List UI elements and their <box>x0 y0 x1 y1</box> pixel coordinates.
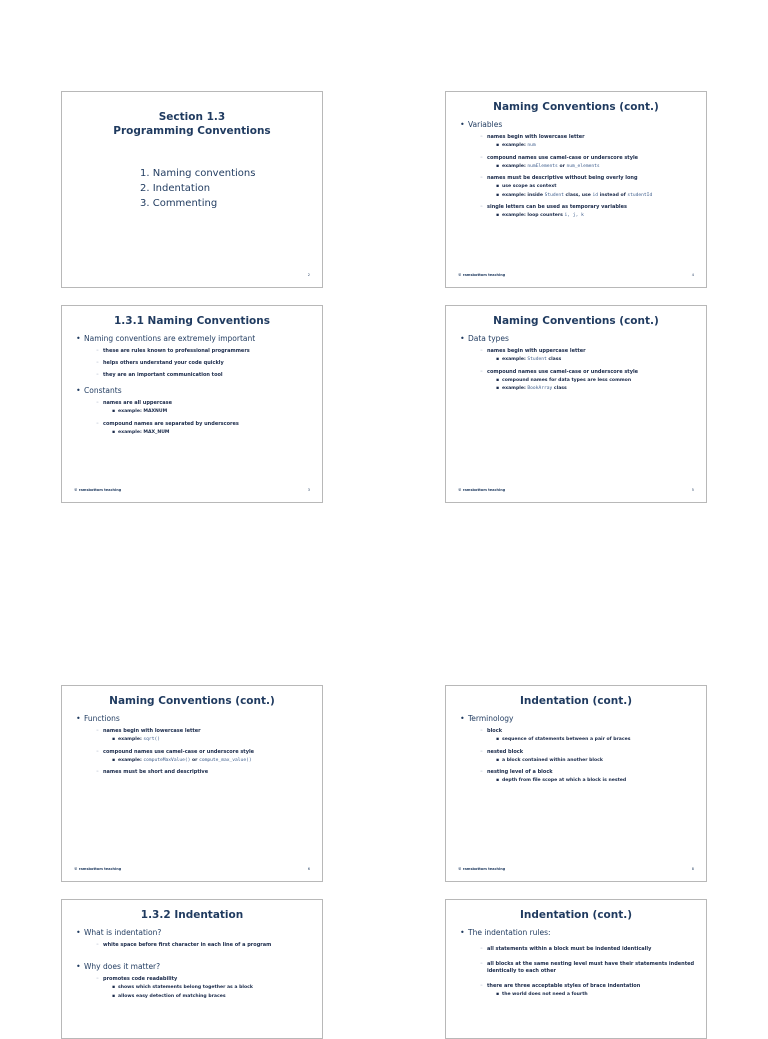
list-item: ◦ all statements within a block must be indented identically <box>480 946 698 953</box>
bullet-list <box>446 927 706 999</box>
bullet-text: example: <box>502 163 526 169</box>
list-item <box>96 400 314 416</box>
bullet-text: example: inside <box>502 192 543 198</box>
slide-footer: © ramsbottom teaching <box>458 867 506 871</box>
bullet-text: Why does it matter? <box>84 962 161 971</box>
bullet-text: Variables <box>468 120 503 129</box>
list-item <box>76 713 314 776</box>
bullet-list <box>62 713 322 776</box>
list-item: ▪ example: MAX_NUM <box>112 430 314 437</box>
code-text: num_elements <box>566 163 600 169</box>
code-text: BookArray <box>527 386 553 391</box>
bullet-text: example: <box>502 143 526 148</box>
bullet-text: Naming conventions are extremely important <box>84 334 256 343</box>
slide-title: Naming Conventions (cont.) <box>109 695 275 707</box>
list-item: ▪ shows which statements belong together as a block <box>112 985 314 992</box>
bullet-text: Functions <box>84 714 120 723</box>
bullet-text: example: <box>118 757 142 763</box>
slide-footer: © ramsbottom teaching <box>74 488 122 492</box>
list-item: 1. Naming conventions <box>140 168 256 179</box>
list-item: 3. Commenting <box>140 198 218 209</box>
slide-title: 1.3.1 Naming Conventions <box>113 315 270 327</box>
code-text: id <box>592 192 599 198</box>
code-text: sqrt() <box>143 737 160 742</box>
list-item <box>480 155 698 171</box>
slide-title <box>62 110 322 138</box>
slide-indentation-rules <box>445 899 707 1039</box>
bullet-text: example: <box>502 386 526 391</box>
bullet-text: compound names use camel-case or underscore style <box>487 154 639 161</box>
code-text: computeMaxValue() <box>143 757 191 763</box>
list-item <box>480 728 698 744</box>
bullet-text: The indentation rules: <box>468 928 551 937</box>
bullet-text: names must be descriptive without being overly long <box>487 175 638 181</box>
bullet-list <box>446 333 706 393</box>
slide-functions <box>61 685 323 882</box>
list-item <box>480 134 698 150</box>
list-item <box>496 193 698 200</box>
list-item <box>480 348 698 364</box>
code-text: num <box>527 143 536 148</box>
code-text: Student <box>544 192 564 198</box>
list-item: 2. Indentation <box>140 183 211 194</box>
list-item <box>76 927 314 949</box>
list-item: ▪ sequence of statements between a pair of braces <box>496 737 698 744</box>
page-number: 2 <box>307 273 310 277</box>
bullet-text: use scope as context <box>502 184 557 189</box>
list-item <box>460 927 698 999</box>
list-item <box>496 213 698 220</box>
list-item <box>96 749 314 765</box>
bullet-text: example: <box>502 357 526 362</box>
code-text: i, j, k <box>564 213 584 218</box>
bullet-text: example: loop counters <box>502 213 563 218</box>
slide-data-types <box>445 305 707 503</box>
bullet-text: names begin with lowercase letter <box>103 728 201 734</box>
list-item <box>460 119 698 220</box>
list-item <box>480 749 698 765</box>
list-item <box>460 713 698 785</box>
bullet-list <box>446 119 706 220</box>
bullet-text: names are all uppercase <box>103 400 173 406</box>
list-item <box>480 204 698 220</box>
page-number: 6 <box>307 867 310 871</box>
list-item: ◦ these are rules known to professional programmers <box>96 348 314 355</box>
list-item <box>480 983 698 999</box>
code-text: studentId <box>627 192 653 198</box>
list-item <box>480 369 698 393</box>
bullet-text: What is indentation? <box>84 928 162 937</box>
slide-footer: © ramsbottom teaching <box>458 273 506 277</box>
bullet-text: instead of <box>599 192 626 198</box>
bullet-text: names begin with lowercase letter <box>487 134 585 140</box>
list-item: ◦ white space before first character in each line of a program <box>96 942 314 949</box>
bullet-text: nested block <box>487 748 524 755</box>
title-line: Section 1.3 <box>158 111 226 123</box>
slide-section-cover <box>61 91 323 288</box>
list-item <box>496 184 698 191</box>
list-item <box>496 164 698 171</box>
bullet-text: class <box>548 357 562 362</box>
bullet-text: nesting level of a block <box>487 769 553 775</box>
bullet-text: Constants <box>84 386 122 395</box>
list-item <box>76 385 314 436</box>
slide-title: Indentation (cont.) <box>519 909 633 921</box>
bullet-text: compound names are separated by underscores <box>103 420 239 427</box>
list-item: ▪ the world does not need a fourth <box>496 992 698 999</box>
bullet-text: Data types <box>468 334 509 343</box>
bullet-text: promotes code readability <box>103 976 178 982</box>
bullet-list <box>446 713 706 785</box>
code-text: Student <box>527 357 547 362</box>
bullet-list <box>62 333 322 436</box>
code-text: numElements <box>527 163 558 169</box>
title-line: Programming Conventions <box>113 125 271 137</box>
list-item: ▪ depth from file scope at which a block is nested <box>496 778 698 785</box>
page-number: 5 <box>691 488 694 492</box>
bullet-text: there are three acceptable styles of brace indentation <box>487 983 641 989</box>
slide-title: Indentation (cont.) <box>519 695 633 707</box>
bullet-text: compound names use camel-case or underscore style <box>487 368 639 375</box>
list-item <box>496 143 698 150</box>
list-item <box>480 175 698 199</box>
slide-footer: © ramsbottom teaching <box>458 488 506 492</box>
list-item <box>496 386 698 393</box>
code-text: compute_max_value() <box>199 757 252 763</box>
topic-list <box>140 166 322 211</box>
bullet-text: or <box>192 757 198 763</box>
list-item <box>112 737 314 744</box>
bullet-list <box>62 927 322 1000</box>
page-number: 4 <box>691 273 694 277</box>
bullet-text: example: <box>118 737 142 742</box>
list-item <box>76 961 314 1000</box>
slide-indentation-terminology <box>445 685 707 882</box>
bullet-text: single letters can be used as temporary variables <box>487 204 627 210</box>
list-item <box>96 728 314 744</box>
slide-title: Naming Conventions (cont.) <box>493 315 659 327</box>
bullet-text: compound names use camel-case or underscore style <box>103 748 255 755</box>
bullet-text: names begin with uppercase letter <box>487 348 586 354</box>
list-item: ◦ all blocks at the same nesting level must have their statements indented identically to each other <box>480 961 698 975</box>
slide-naming-conventions <box>61 305 323 503</box>
list-item: ▪ a block contained within another block <box>496 758 698 765</box>
list-item <box>496 357 698 364</box>
list-item <box>76 333 314 379</box>
slide-title: Naming Conventions (cont.) <box>493 101 659 113</box>
bullet-text: class, use <box>565 192 591 198</box>
page-number: 3 <box>307 488 310 492</box>
list-item <box>112 758 314 765</box>
list-item <box>96 976 314 1000</box>
slide-footer: © ramsbottom teaching <box>74 867 122 871</box>
slide-variables <box>445 91 707 288</box>
list-item: ▪ example: MAXNUM <box>112 409 314 416</box>
slide-title: 1.3.2 Indentation <box>140 909 244 921</box>
list-item: ◦ helps others understand your code quickly <box>96 360 314 367</box>
list-item: ▪ compound names for data types are less common <box>496 378 698 385</box>
bullet-text: or <box>559 163 565 169</box>
bullet-text: class <box>553 386 567 391</box>
page-number: 8 <box>691 867 694 871</box>
list-item: ◦ they are an important communication tool <box>96 372 314 379</box>
slide-indentation-intro <box>61 899 323 1039</box>
list-item <box>480 769 698 785</box>
list-item: ▪ allows easy detection of matching braces <box>112 994 314 1001</box>
bullet-text: block <box>487 728 503 734</box>
list-item <box>96 421 314 437</box>
bullet-text: Terminology <box>468 714 514 723</box>
list-item <box>460 333 698 393</box>
list-item: ◦ names must be short and descriptive <box>96 769 314 776</box>
